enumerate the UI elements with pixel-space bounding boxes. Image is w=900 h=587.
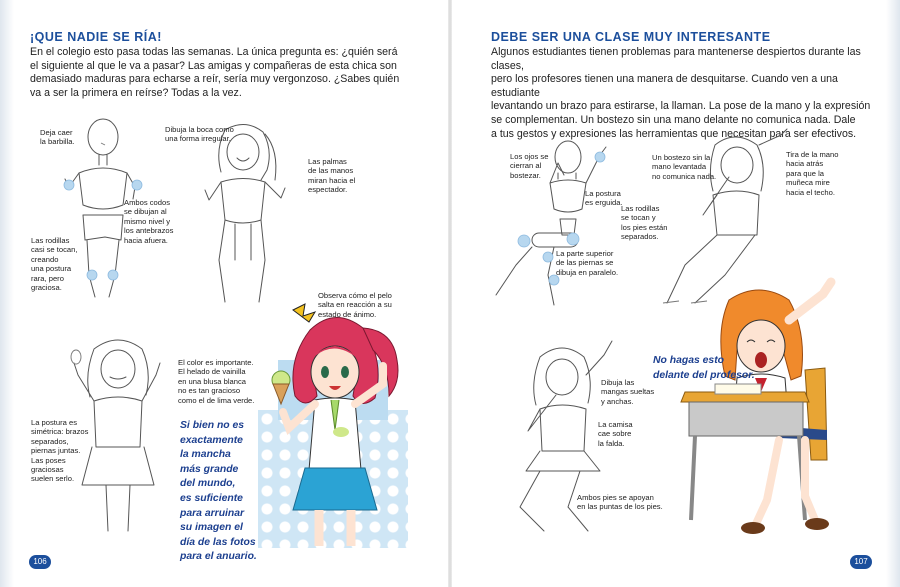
note-rodillas-right xyxy=(621,204,667,242)
right-callout xyxy=(653,354,768,383)
red-haired-girl-illustration xyxy=(265,300,405,550)
note-line: como el de lima verde. xyxy=(178,395,255,405)
note-line: se tocan y xyxy=(621,213,656,223)
callout-line: su imagen el xyxy=(180,522,243,534)
note-line: en las puntas de los pies. xyxy=(577,502,663,512)
note-line: hacia el techo. xyxy=(786,187,835,197)
note-line: Tira de la mano xyxy=(786,150,839,159)
note-camisa xyxy=(598,420,633,448)
note-line: una forma irregular. xyxy=(165,134,231,144)
note-line: Los ojos se xyxy=(510,152,549,161)
left-intro-line: el siguiente al que le va a pasar? Las amigas y compañeras de esta chica son xyxy=(30,59,397,72)
note-line: graciosas xyxy=(31,465,64,475)
note-line: mismo nivel y xyxy=(124,216,170,226)
note-color xyxy=(178,358,254,405)
book-gutter xyxy=(448,0,452,587)
note-line: salta en reacción a su xyxy=(318,300,392,310)
note-line: simétrica: brazos xyxy=(31,427,89,437)
callout-line: es suficiente xyxy=(180,492,243,504)
note-line: estado de ánimo. xyxy=(318,309,377,319)
note-pies xyxy=(577,493,663,512)
callout-line: No hagas esto xyxy=(653,355,725,366)
callout-line: Si bien no es xyxy=(180,420,245,431)
note-ojos xyxy=(510,152,548,180)
note-line: y anchas. xyxy=(601,396,634,406)
note-line: Un bostezo sin la xyxy=(652,153,711,162)
note-line: El color es importante. xyxy=(178,358,254,367)
note-line: Ambos pies se apoyan xyxy=(577,493,654,502)
left-intro-line: demasiado maduras para echarse a reír, sería muy vergonzoso. ¿Sabes quién xyxy=(30,73,400,86)
note-line: suelen serlo. xyxy=(31,474,75,484)
note-line: bostezar. xyxy=(510,170,541,180)
note-mano xyxy=(786,150,838,197)
callout-line: para arruinar xyxy=(180,507,245,519)
note-line: La postura xyxy=(585,189,621,198)
note-postura-right xyxy=(585,189,623,208)
page-number-right: 107 xyxy=(850,555,872,569)
note-bostezo xyxy=(652,153,716,181)
note-line: Ambos codos xyxy=(124,198,171,207)
left-page-edge xyxy=(0,0,14,587)
note-line: Deja caer xyxy=(40,128,73,137)
note-line: Las poses xyxy=(31,455,66,465)
note-line: Dibuja las xyxy=(601,378,635,387)
note-line: la falda. xyxy=(598,438,625,448)
note-line: se dibujan al xyxy=(124,207,167,217)
note-line: La parte superior xyxy=(556,249,614,258)
note-line: los pies están xyxy=(621,222,668,232)
note-line: espectador. xyxy=(308,185,348,195)
note-line: El helado de vainilla xyxy=(178,367,246,377)
note-line: graciosa. xyxy=(31,283,62,293)
left-intro-line: va a ser la primera en reírse? Todas a la vez. xyxy=(30,86,242,99)
right-page-edge xyxy=(886,0,900,587)
note-line: hacia afuera. xyxy=(124,235,168,245)
note-line: rara, pero xyxy=(31,273,64,283)
note-line: piernas juntas. xyxy=(31,446,81,456)
note-line: dibuja en paralelo. xyxy=(556,267,619,277)
note-line: miran hacia el xyxy=(308,175,356,185)
note-line: Las rodillas xyxy=(31,236,70,245)
note-line: no es tan gracioso xyxy=(178,386,241,396)
note-line: Las rodillas xyxy=(621,204,660,213)
page-number-left: 106 xyxy=(29,555,51,569)
right-intro-line: Algunos estudiantes tienen problemas para mantenerse despiertos durante las clases, xyxy=(491,46,861,72)
left-intro-text xyxy=(30,46,440,100)
note-barbilla xyxy=(40,128,75,147)
note-mangas xyxy=(601,378,654,406)
note-line: de las manos xyxy=(308,166,354,176)
note-rodillas-left xyxy=(31,236,77,292)
note-line: Las palmas xyxy=(308,157,347,166)
note-boca xyxy=(165,125,234,144)
note-line: los antebrazos xyxy=(124,226,174,236)
note-line: La camisa xyxy=(598,420,633,429)
note-line: no comunica nada. xyxy=(652,171,717,181)
right-page-title: DEBE SER UNA CLASE MUY INTERESANTE xyxy=(491,30,771,44)
note-codos xyxy=(124,198,173,245)
note-line: separados. xyxy=(621,232,659,242)
callout-line: del mundo, xyxy=(180,478,236,490)
note-postura-left xyxy=(31,418,88,484)
note-line: separados, xyxy=(31,436,69,446)
callout-line: delante del profesor. xyxy=(653,369,755,381)
callout-line: más grande xyxy=(180,463,239,475)
note-palmas xyxy=(308,157,355,195)
callout-line: día de las fotos xyxy=(180,536,256,548)
note-line: es erguida. xyxy=(585,198,623,208)
right-intro-line: levantando un brazo para estirarse, la llaman. La pose de la mano y la expresión xyxy=(491,100,871,113)
note-line: para que la xyxy=(786,168,824,178)
note-line: cierran al xyxy=(510,161,542,171)
callout-line: la mancha xyxy=(180,449,231,461)
note-line: creando xyxy=(31,254,59,264)
note-line: hacia atrás xyxy=(786,159,824,169)
yawning-student-at-desk-illustration xyxy=(655,280,855,540)
note-line: en una blusa blanca xyxy=(178,376,246,386)
note-line: de las piernas se xyxy=(556,258,614,268)
callout-line: exactamente xyxy=(180,434,243,446)
right-intro-line: pero los profesores tienen una manera de desquitarse. Cuando ven a una estudiante xyxy=(491,73,838,99)
right-intro-line: se complementan. Un bostezo sin una mano delante no comunica nada. Dale xyxy=(491,113,856,126)
note-line: cae sobre xyxy=(598,429,632,439)
right-intro-line: a tus gestos y expresiones las herramientas que necesitan para ser efectivos. xyxy=(491,127,857,140)
note-line: La postura es xyxy=(31,418,78,427)
note-line: la barbilla. xyxy=(40,137,75,147)
note-line: muñeca mire xyxy=(786,178,830,188)
girl-sketch-laughing xyxy=(195,120,290,310)
callout-line: para el anuario. xyxy=(180,551,257,563)
note-line: Dibuja la boca como xyxy=(165,125,234,134)
note-piernas xyxy=(556,249,618,277)
note-pelo xyxy=(318,291,392,319)
note-line: mano levantada xyxy=(652,162,707,172)
left-callout xyxy=(180,419,260,565)
left-page-title: ¡QUE NADIE SE RÍA! xyxy=(30,30,162,44)
left-intro-line: En el colegio esto pasa todas las semanas. La única pregunta es: ¿quién será xyxy=(30,46,398,58)
mannequin-sketch-seated xyxy=(488,135,618,310)
note-line: casi se tocan, xyxy=(31,245,78,255)
note-line: Observa cómo el pelo xyxy=(318,291,392,300)
note-line: una postura xyxy=(31,264,72,274)
note-line: mangas sueltas xyxy=(601,387,655,397)
